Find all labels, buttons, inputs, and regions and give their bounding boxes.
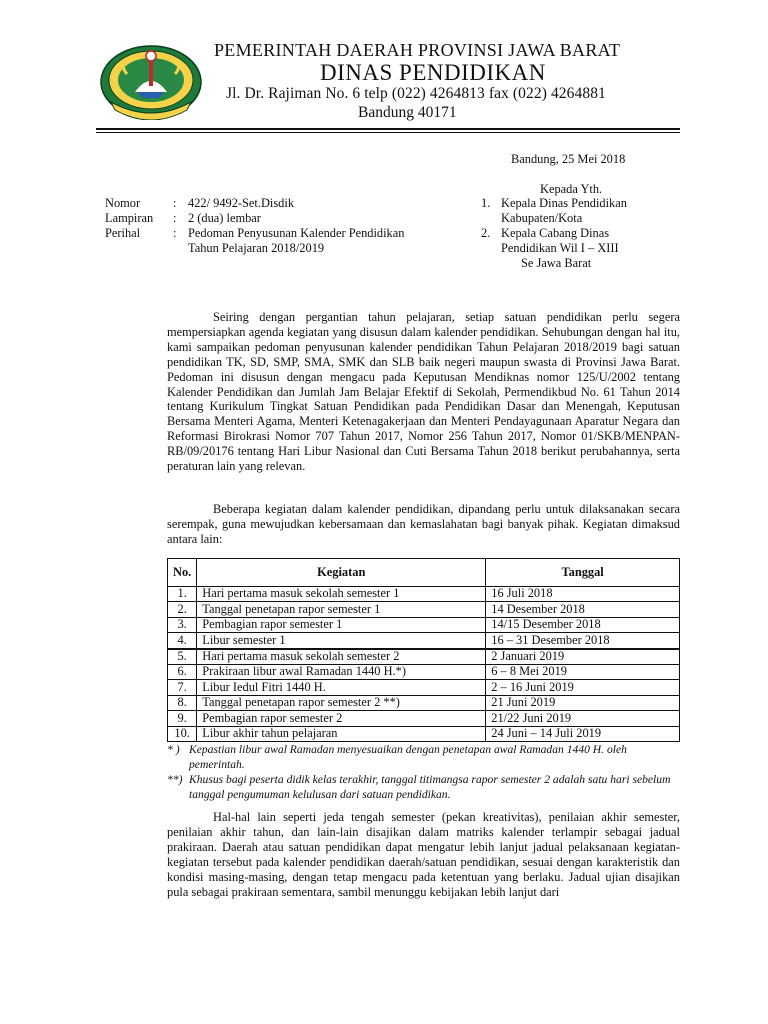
activities-table	[167, 558, 680, 742]
cell-no: 9.	[168, 711, 197, 726]
cell-no: 10.	[168, 726, 197, 741]
cell-tanggal: 16 – 31 Desember 2018	[486, 633, 680, 649]
cell-tanggal: 14 Desember 2018	[486, 602, 680, 617]
letterhead-city: Bandung 40171	[358, 104, 457, 121]
table-row	[168, 726, 680, 741]
letterhead-agency: DINAS PENDIDIKAN	[320, 60, 546, 85]
footnote-rapor	[167, 772, 680, 802]
cell-tanggal: 14/15 Desember 2018	[486, 617, 680, 632]
meta-sep: :	[173, 226, 177, 240]
recipient-text: Kepala Cabang Dinas	[501, 226, 610, 240]
paragraph-text: Seiring dengan pergantian tahun pelajaran, setiap satuan pendidikan perlu segera mempersiapkan agenda kegiatan yang disusun dalam kalender pendidikan. Sehubungan dengan hal itu, kami sampaikan pedoman penyusunan kalender pendidikan Tahun Pelajaran 2018/2019 bagi satuan pendidikan TK, SD, SMP, SMA, SMK dan SLB baik negeri maupun swasta di Provinsi Jawa Barat. Pedoman ini disusun dengan mengacu pada Keputusan Mendiknas nomor 125/U/2002 tentang Kalender Pendidikan dan Jumlah Jam Belajar Efektif di Sekolah, Permendikbud No. 61 Tahun 2014 tentang Kurikulum Tingkat Satuan Pendidikan pada Pendidikan Dasar dan Menengah, Keputusan Bersama Menteri Agama, Menteri Ketenagakerjaan dan Menteri Pendayagunaan Aparatur Negara dan Reformasi Birokrasi Nomor 707 Tahun 2017, Nomor 256 Tahun 2017, Nomor 01/SKB/MENPAN-RB/09/20176 tentang Hari Libur Nasional dan Cuti Bersama Tahun 2018 berikut perubahannya, serta peraturan lain yang relevan.	[167, 310, 680, 474]
body-paragraph-1	[167, 310, 680, 474]
footnote-mark: **)	[167, 773, 183, 786]
header-no: No.	[168, 559, 197, 587]
cell-tanggal: 2 Januari 2019	[486, 649, 680, 665]
table-row	[168, 649, 680, 665]
recipient-text: Kabupaten/Kota	[501, 211, 583, 225]
cell-kegiatan: Pembagian rapor semester 2	[197, 711, 486, 726]
table-row	[168, 633, 680, 649]
provincial-emblem-logo	[97, 40, 205, 120]
meta-key: Lampiran	[105, 211, 154, 225]
recipient-text: Kepala Dinas Pendidikan	[501, 196, 627, 210]
letter-date: Bandung, 25 Mei 2018	[511, 152, 626, 166]
cell-kegiatan: Libur semester 1	[197, 633, 486, 649]
footnote-text: Khusus bagi peserta didik kelas terakhir, tanggal titimangsa rapor semester 2 adalah satu hari sebelum tanggal pengumuman kelulusan dari satuan pendidikan.	[189, 773, 671, 801]
meta-value: 2 (dua) lembar	[188, 211, 261, 225]
table-row	[168, 587, 680, 602]
cell-tanggal: 24 Juni – 14 Juli 2019	[486, 726, 680, 741]
cell-kegiatan: Prakiraan libur awal Ramadan 1440 H.*)	[197, 664, 486, 679]
cell-no: 7.	[168, 680, 197, 695]
paragraph-text: Beberapa kegiatan dalam kalender pendidikan, dipandang perlu untuk dilaksanakan secara serempak, guna mewujudkan kebersamaan dan kemaslahatan bagi banyak pihak. Kegiatan dimaksud antara lain:	[167, 502, 680, 546]
cell-no: 4.	[168, 633, 197, 649]
header-kegiatan: Kegiatan	[197, 559, 486, 587]
cell-tanggal: 2 – 16 Juni 2019	[486, 680, 680, 695]
letterhead-government: PEMERINTAH DAERAH PROVINSI JAWA BARAT	[214, 40, 621, 60]
cell-tanggal: 21/22 Juni 2019	[486, 711, 680, 726]
body-paragraph-2	[167, 502, 680, 547]
cell-tanggal: 21 Juni 2019	[486, 695, 680, 710]
meta-value: Tahun Pelajaran 2018/2019	[188, 241, 325, 255]
cell-no: 8.	[168, 695, 197, 710]
table-row	[168, 711, 680, 726]
letterhead-rule-thick	[96, 128, 680, 130]
table-row	[168, 695, 680, 710]
table-row	[168, 602, 680, 617]
table-footnotes	[167, 742, 680, 802]
cell-kegiatan: Hari pertama masuk sekolah semester 2	[197, 649, 486, 665]
meta-value: Pedoman Penyusunan Kalender Pendidikan	[188, 226, 405, 240]
cell-kegiatan: Tanggal penetapan rapor semester 1	[197, 602, 486, 617]
body-paragraph-3	[167, 810, 680, 899]
meta-sep: :	[173, 211, 177, 225]
meta-sep: :	[173, 196, 177, 210]
cell-no: 3.	[168, 617, 197, 632]
table-row	[168, 617, 680, 632]
letterhead-address: Jl. Dr. Rajiman No. 6 telp (022) 4264813 fax (022) 4264881	[226, 85, 606, 102]
footnote-ramadan	[167, 742, 680, 772]
meta-key: Nomor	[105, 196, 141, 210]
cell-tanggal: 16 Juli 2018	[486, 587, 680, 602]
cell-no: 6.	[168, 664, 197, 679]
cell-no: 1.	[168, 587, 197, 602]
footnote-mark: * )	[167, 743, 180, 756]
cell-kegiatan: Hari pertama masuk sekolah semester 1	[197, 587, 486, 602]
table-row	[168, 664, 680, 679]
recipient-number: 2.	[481, 226, 491, 240]
table-header-row	[168, 559, 680, 587]
cell-no: 5.	[168, 649, 197, 665]
recipient-text: Pendidikan Wil I – XIII	[501, 241, 619, 255]
paragraph-text: Hal-hal lain seperti jeda tengah semester (pekan kreativitas), penilaian akhir semester, penilaian akhir tahun, dan lain-lain disajikan dalam matriks kalender terlampir sebagai jadual prakiraan. Daerah atau satuan pendidikan dapat mengatur lebih lanjut jadual pelaksanaan kegiatan-kegiatan tersebut pada kalender pendidikan daerah/satuan pendidikan, sesuai dengan karakteristik dan kondisi masing-masing, dengan tetap mengacu pada ketentuan yang berlaku. Jadual ujian disajikan pula sebagai prakiraan sementara, sambil menunggu kebijakan lebih lanjut dari	[167, 810, 680, 899]
cell-kegiatan: Libur akhir tahun pelajaran	[197, 726, 486, 741]
table-row	[168, 680, 680, 695]
letterhead-rule-thin	[96, 132, 680, 133]
cell-kegiatan: Tanggal penetapan rapor semester 2 **)	[197, 695, 486, 710]
cell-kegiatan: Pembagian rapor semester 1	[197, 617, 486, 632]
cell-tanggal: 6 – 8 Mei 2019	[486, 664, 680, 679]
recipient-greeting: Kepada Yth.	[540, 182, 603, 196]
cell-no: 2.	[168, 602, 197, 617]
meta-key: Perihal	[105, 226, 141, 240]
meta-value: 422/ 9492-Set.Disdik	[188, 196, 295, 210]
recipient-text: Se Jawa Barat	[521, 256, 592, 270]
footnote-text: Kepastian libur awal Ramadan menyesuaikan dengan penetapan awal Ramadan 1440 H. oleh pemerintah.	[189, 743, 627, 771]
cell-kegiatan: Libur Iedul Fitri 1440 H.	[197, 680, 486, 695]
header-tanggal: Tanggal	[486, 559, 680, 587]
recipient-number: 1.	[481, 196, 491, 210]
